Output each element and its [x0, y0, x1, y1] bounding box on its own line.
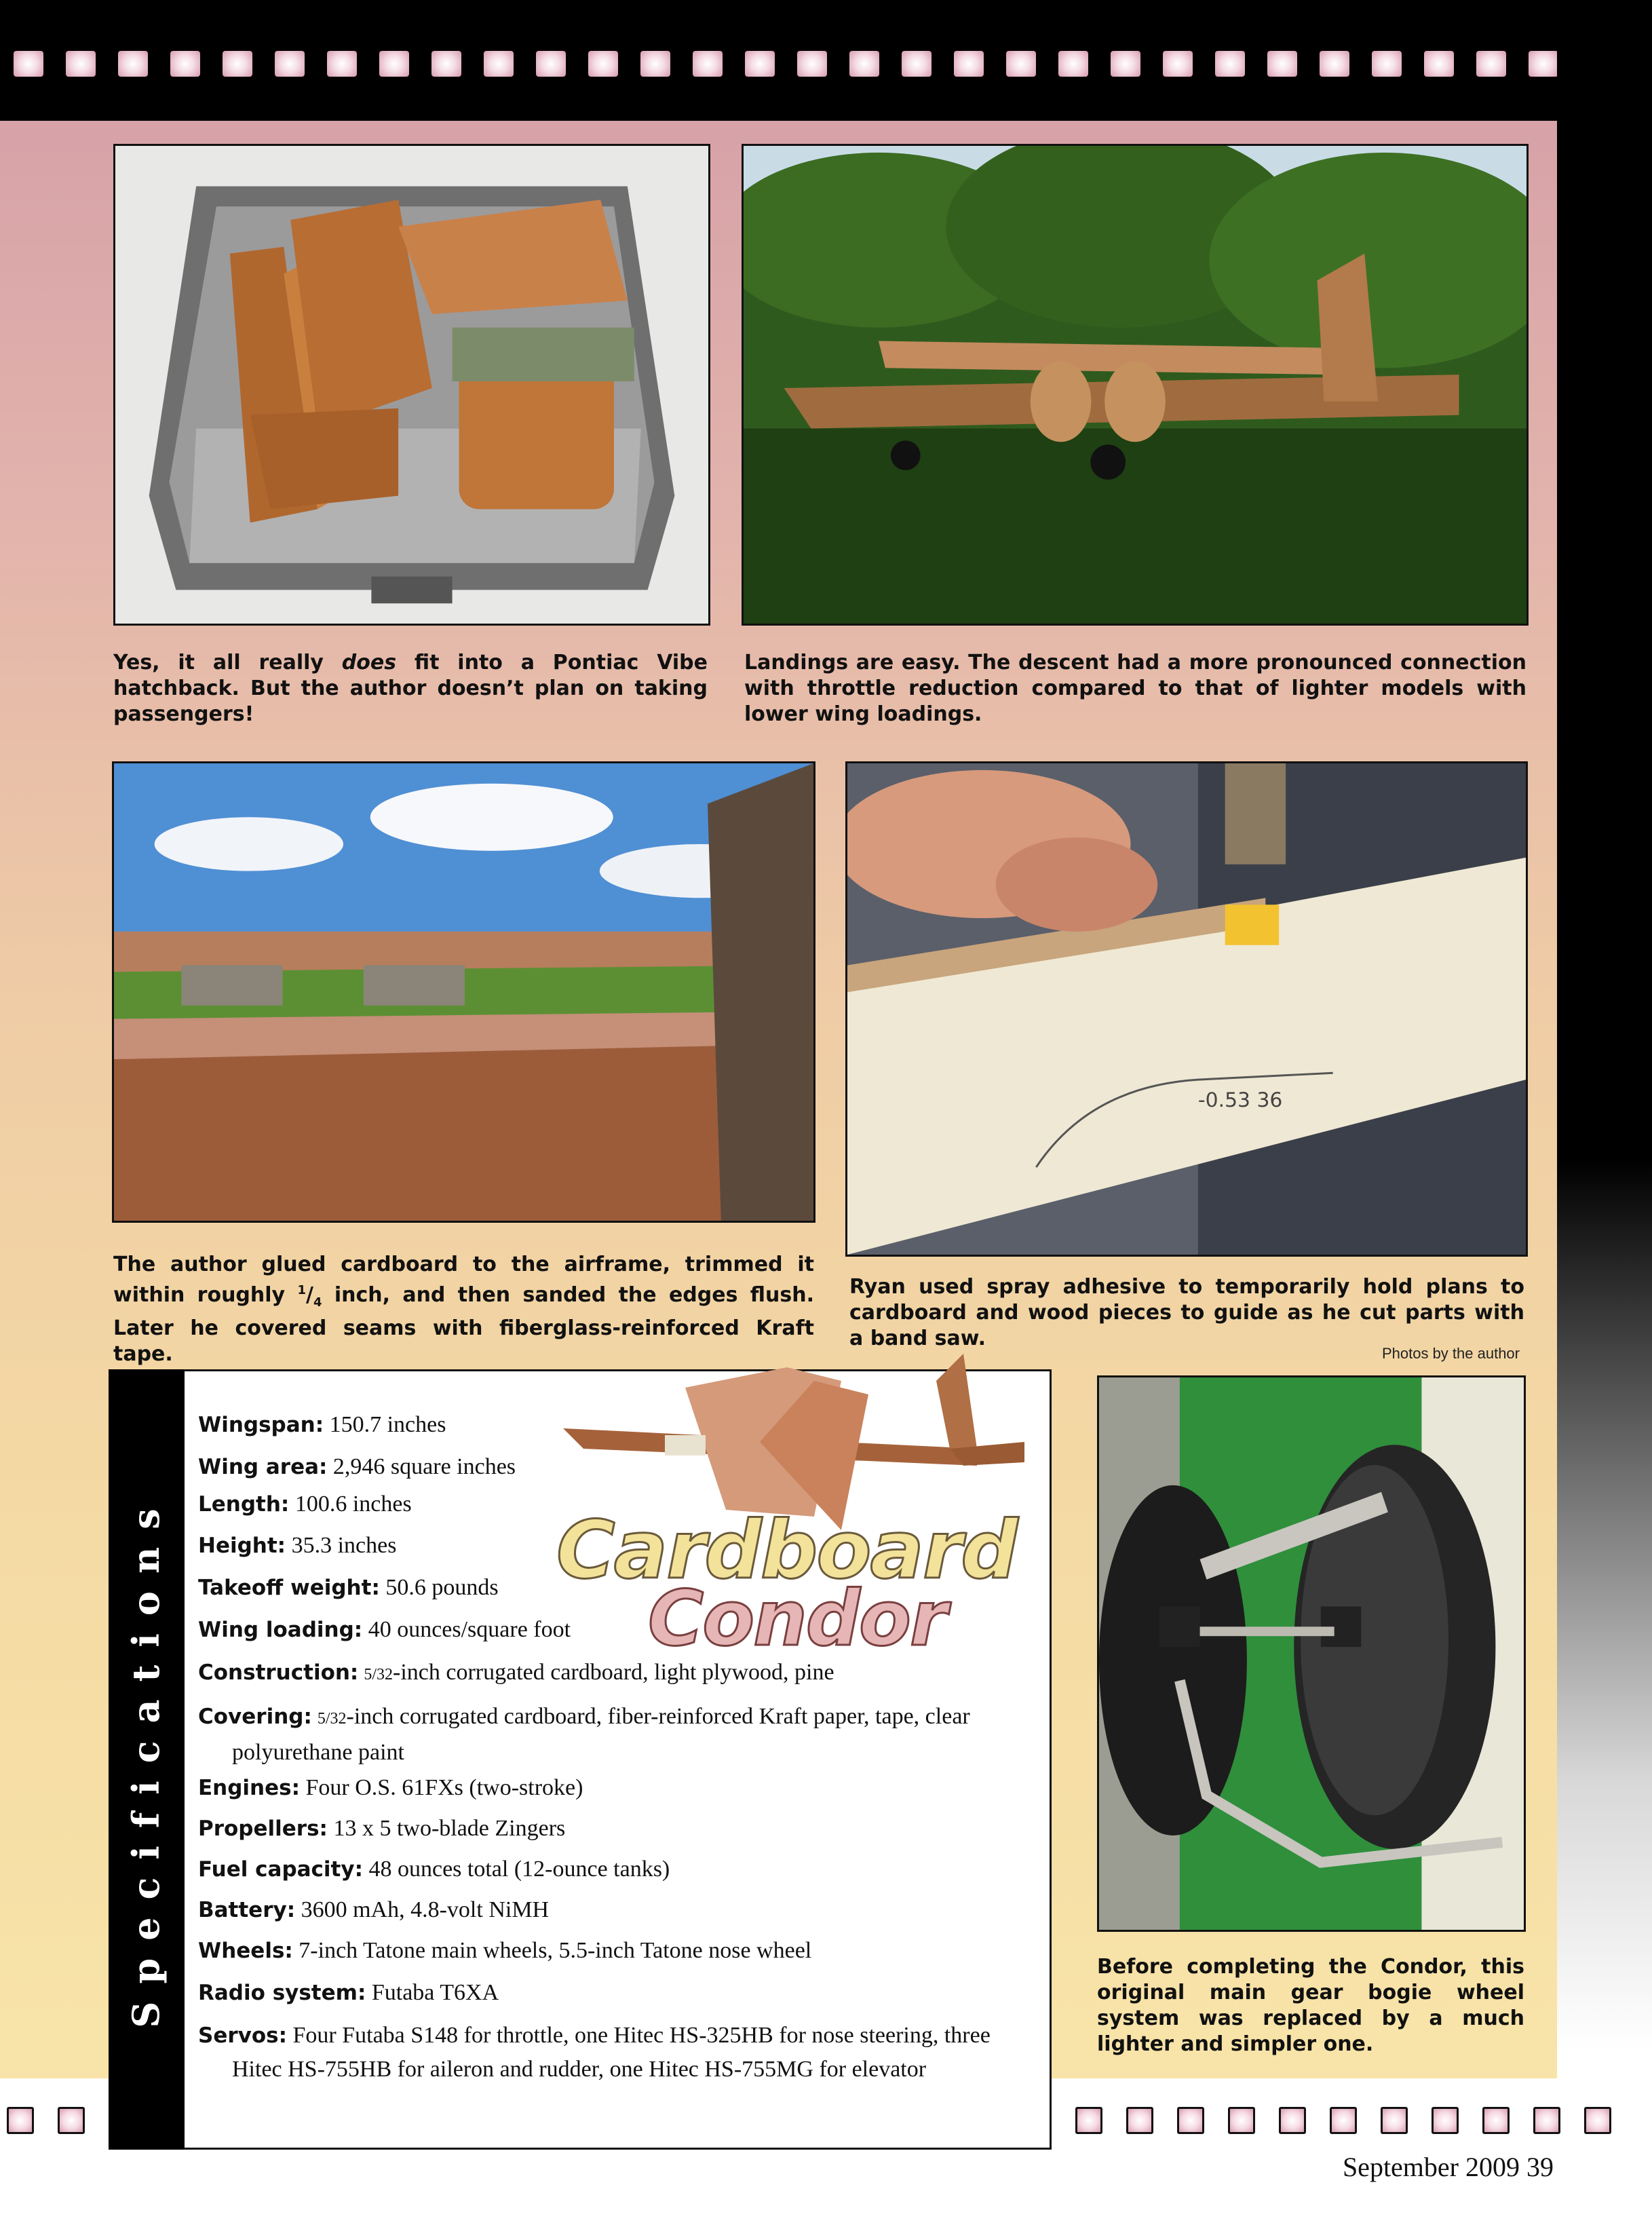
strip-square: [1228, 2107, 1255, 2134]
spec-row: [198, 1934, 1039, 1968]
spec-row: [198, 1852, 1039, 1886]
spec-key: Wing loading:: [198, 1618, 363, 1642]
glued-caption: The author glued cardboard to the airframe, trimmed it within roughly $^1/_4$ inch, and then sanded the edges flush. Later he covered seams with fiberglass-reinforced Kraft tape.: [113, 1253, 814, 1366]
right-edge-band: [1557, 0, 1652, 2227]
strip-square: [1267, 51, 1297, 77]
strip-square: [1330, 2107, 1357, 2134]
strip-square: [1075, 2107, 1102, 2134]
spec-row: [198, 1893, 1039, 1927]
spec-fraction: 5/32: [364, 1666, 393, 1683]
spec-value: 35.3 inches: [286, 1533, 397, 1558]
photo-credit: Photos by the author: [1381, 1345, 1520, 1362]
strip-square: [902, 51, 931, 77]
spec-value: 3600 mAh, 4.8-volt NiMH: [295, 1897, 550, 1922]
strip-square: [1163, 51, 1193, 77]
landing-photo: [742, 144, 1529, 626]
spec-value: 2,946 square inches: [327, 1454, 516, 1479]
strip-square: [118, 51, 148, 77]
strip-square: [484, 51, 514, 77]
spec-row: [198, 1812, 1039, 1846]
strip-square: [640, 51, 670, 77]
spec-key: Fuel capacity:: [198, 1857, 363, 1882]
spec-key: Battery:: [198, 1898, 296, 1922]
spec-key: Height:: [198, 1534, 286, 1558]
spec-key: Propellers:: [198, 1816, 328, 1841]
spray-caption: Ryan used spray adhesive to temporarily hold plans to cardboard and wood pieces to guide as he cut parts with a band saw.: [849, 1275, 1524, 1350]
strip-square: [1006, 51, 1036, 77]
strip-square: [327, 51, 357, 77]
strip-square: [1320, 51, 1349, 77]
logo-condor-text: Condor: [648, 1575, 946, 1663]
spec-value: Futaba T6XA: [366, 1980, 499, 2005]
hatchback-photo: [113, 144, 710, 626]
strip-square: [1482, 2107, 1510, 2134]
top-film-strip: [0, 0, 1652, 121]
spec-row: [198, 1656, 1039, 1692]
spec-row: [198, 1487, 578, 1521]
spec-value: -inch corrugated cardboard, light plywood, pine: [393, 1660, 834, 1685]
strip-square: [14, 51, 43, 77]
strip-square: [1279, 2107, 1306, 2134]
spec-key: Engines:: [198, 1776, 301, 1800]
spec-row: [198, 1529, 578, 1563]
spec-value: -inch corrugated cardboard, fiber-reinforced Kraft paper, tape, clear: [346, 1704, 970, 1729]
page-folio: September 2009 39: [1342, 2152, 1554, 2182]
spec-value: 50.6 pounds: [379, 1575, 499, 1600]
spec-key: Covering:: [198, 1705, 312, 1729]
spec-key: Takeoff weight:: [198, 1576, 380, 1600]
spec-key: Wing area:: [198, 1455, 328, 1479]
spec-row: [198, 1771, 1039, 1805]
strip-square: [58, 2107, 85, 2134]
strip-square: [66, 51, 96, 77]
spec-row: [198, 1408, 578, 1442]
strip-square: [745, 51, 775, 77]
strip-square: [1177, 2107, 1204, 2134]
spec-value: Four Futaba S148 for throttle, one Hitec HS-325HB for nose steering, three: [287, 2023, 991, 2048]
landing-caption: Landings are easy. The descent had a more pronounced connection with throttle reduction compared to that of lighter models with lower wing loadings.: [744, 651, 1526, 726]
spec-value: 13 x 5 two-blade Zingers: [327, 1816, 566, 1841]
spec-value-continued: Hitec HS-755HB for aileron and rudder, one Hitec HS-755MG for elevator: [232, 2057, 927, 2082]
strip-square: [170, 51, 200, 77]
strip-square: [693, 51, 723, 77]
specifications-tab-label: Specifications: [124, 1491, 168, 2028]
strip-square: [1529, 51, 1558, 77]
strip-square: [954, 51, 984, 77]
strip-square: [536, 51, 566, 77]
spec-value: Four O.S. 61FXs (two-stroke): [300, 1775, 583, 1800]
spec-row: [198, 1976, 1039, 2010]
bogie-photo: [1097, 1375, 1526, 1932]
spec-fraction: 5/32: [317, 1710, 347, 1728]
spec-value: 100.6 inches: [289, 1491, 412, 1517]
logo-cardboard-text: Cardboard: [556, 1503, 1017, 1597]
spec-row: [198, 1700, 1039, 1770]
strip-square: [431, 51, 461, 77]
strip-square: [588, 51, 618, 77]
strip-square: [1424, 51, 1454, 77]
strip-square: [1372, 51, 1402, 77]
strip-square: [1381, 2107, 1408, 2134]
spec-row: [198, 1613, 578, 1647]
strip-square: [849, 51, 879, 77]
strip-square: [223, 51, 252, 77]
spec-value: 150.7 inches: [324, 1412, 446, 1437]
bogie-caption: Before completing the Condor, this original main gear bogie wheel system was replaced by a much lighter and simpler one.: [1097, 1955, 1524, 2056]
spec-value: 48 ounces total (12-ounce tanks): [362, 1857, 670, 1882]
spec-value: 7-inch Tatone main wheels, 5.5-inch Tatone nose wheel: [292, 1938, 812, 1963]
spec-row: [198, 2019, 1039, 2087]
spec-key: Wheels:: [198, 1939, 293, 1963]
spec-key: Servos:: [198, 2023, 287, 2048]
strip-square: [275, 51, 305, 77]
hatchback-caption: Yes, it all really does fit into a Pontiac Vibe hatchback. But the author doesn’t plan on taking passengers!: [113, 651, 708, 726]
specifications-tab: [109, 1369, 185, 2150]
strip-square: [7, 2107, 34, 2134]
svg-text:-0.53 36: -0.53 36: [1197, 1088, 1283, 1112]
strip-square: [1584, 2107, 1611, 2134]
spec-key: Construction:: [198, 1660, 359, 1685]
strip-square: [1111, 51, 1140, 77]
strip-square: [1476, 51, 1506, 77]
spec-key: Radio system:: [198, 1981, 366, 2005]
spec-value: 40 ounces/square foot: [362, 1617, 571, 1642]
strip-square: [379, 51, 409, 77]
spec-key: Wingspan:: [198, 1413, 324, 1437]
strip-square: [1215, 51, 1245, 77]
bandsaw-photo: [845, 761, 1528, 1257]
spec-key: Length:: [198, 1492, 290, 1517]
strip-square: [797, 51, 827, 77]
strip-square: [1126, 2107, 1153, 2134]
wing-photo: [112, 761, 815, 1223]
spec-row: [198, 1450, 578, 1484]
strip-square: [1432, 2107, 1459, 2134]
spec-value-continued: polyurethane paint: [232, 1740, 404, 1765]
spec-row: [198, 1571, 578, 1605]
strip-square: [1058, 51, 1088, 77]
strip-square: [1533, 2107, 1560, 2134]
